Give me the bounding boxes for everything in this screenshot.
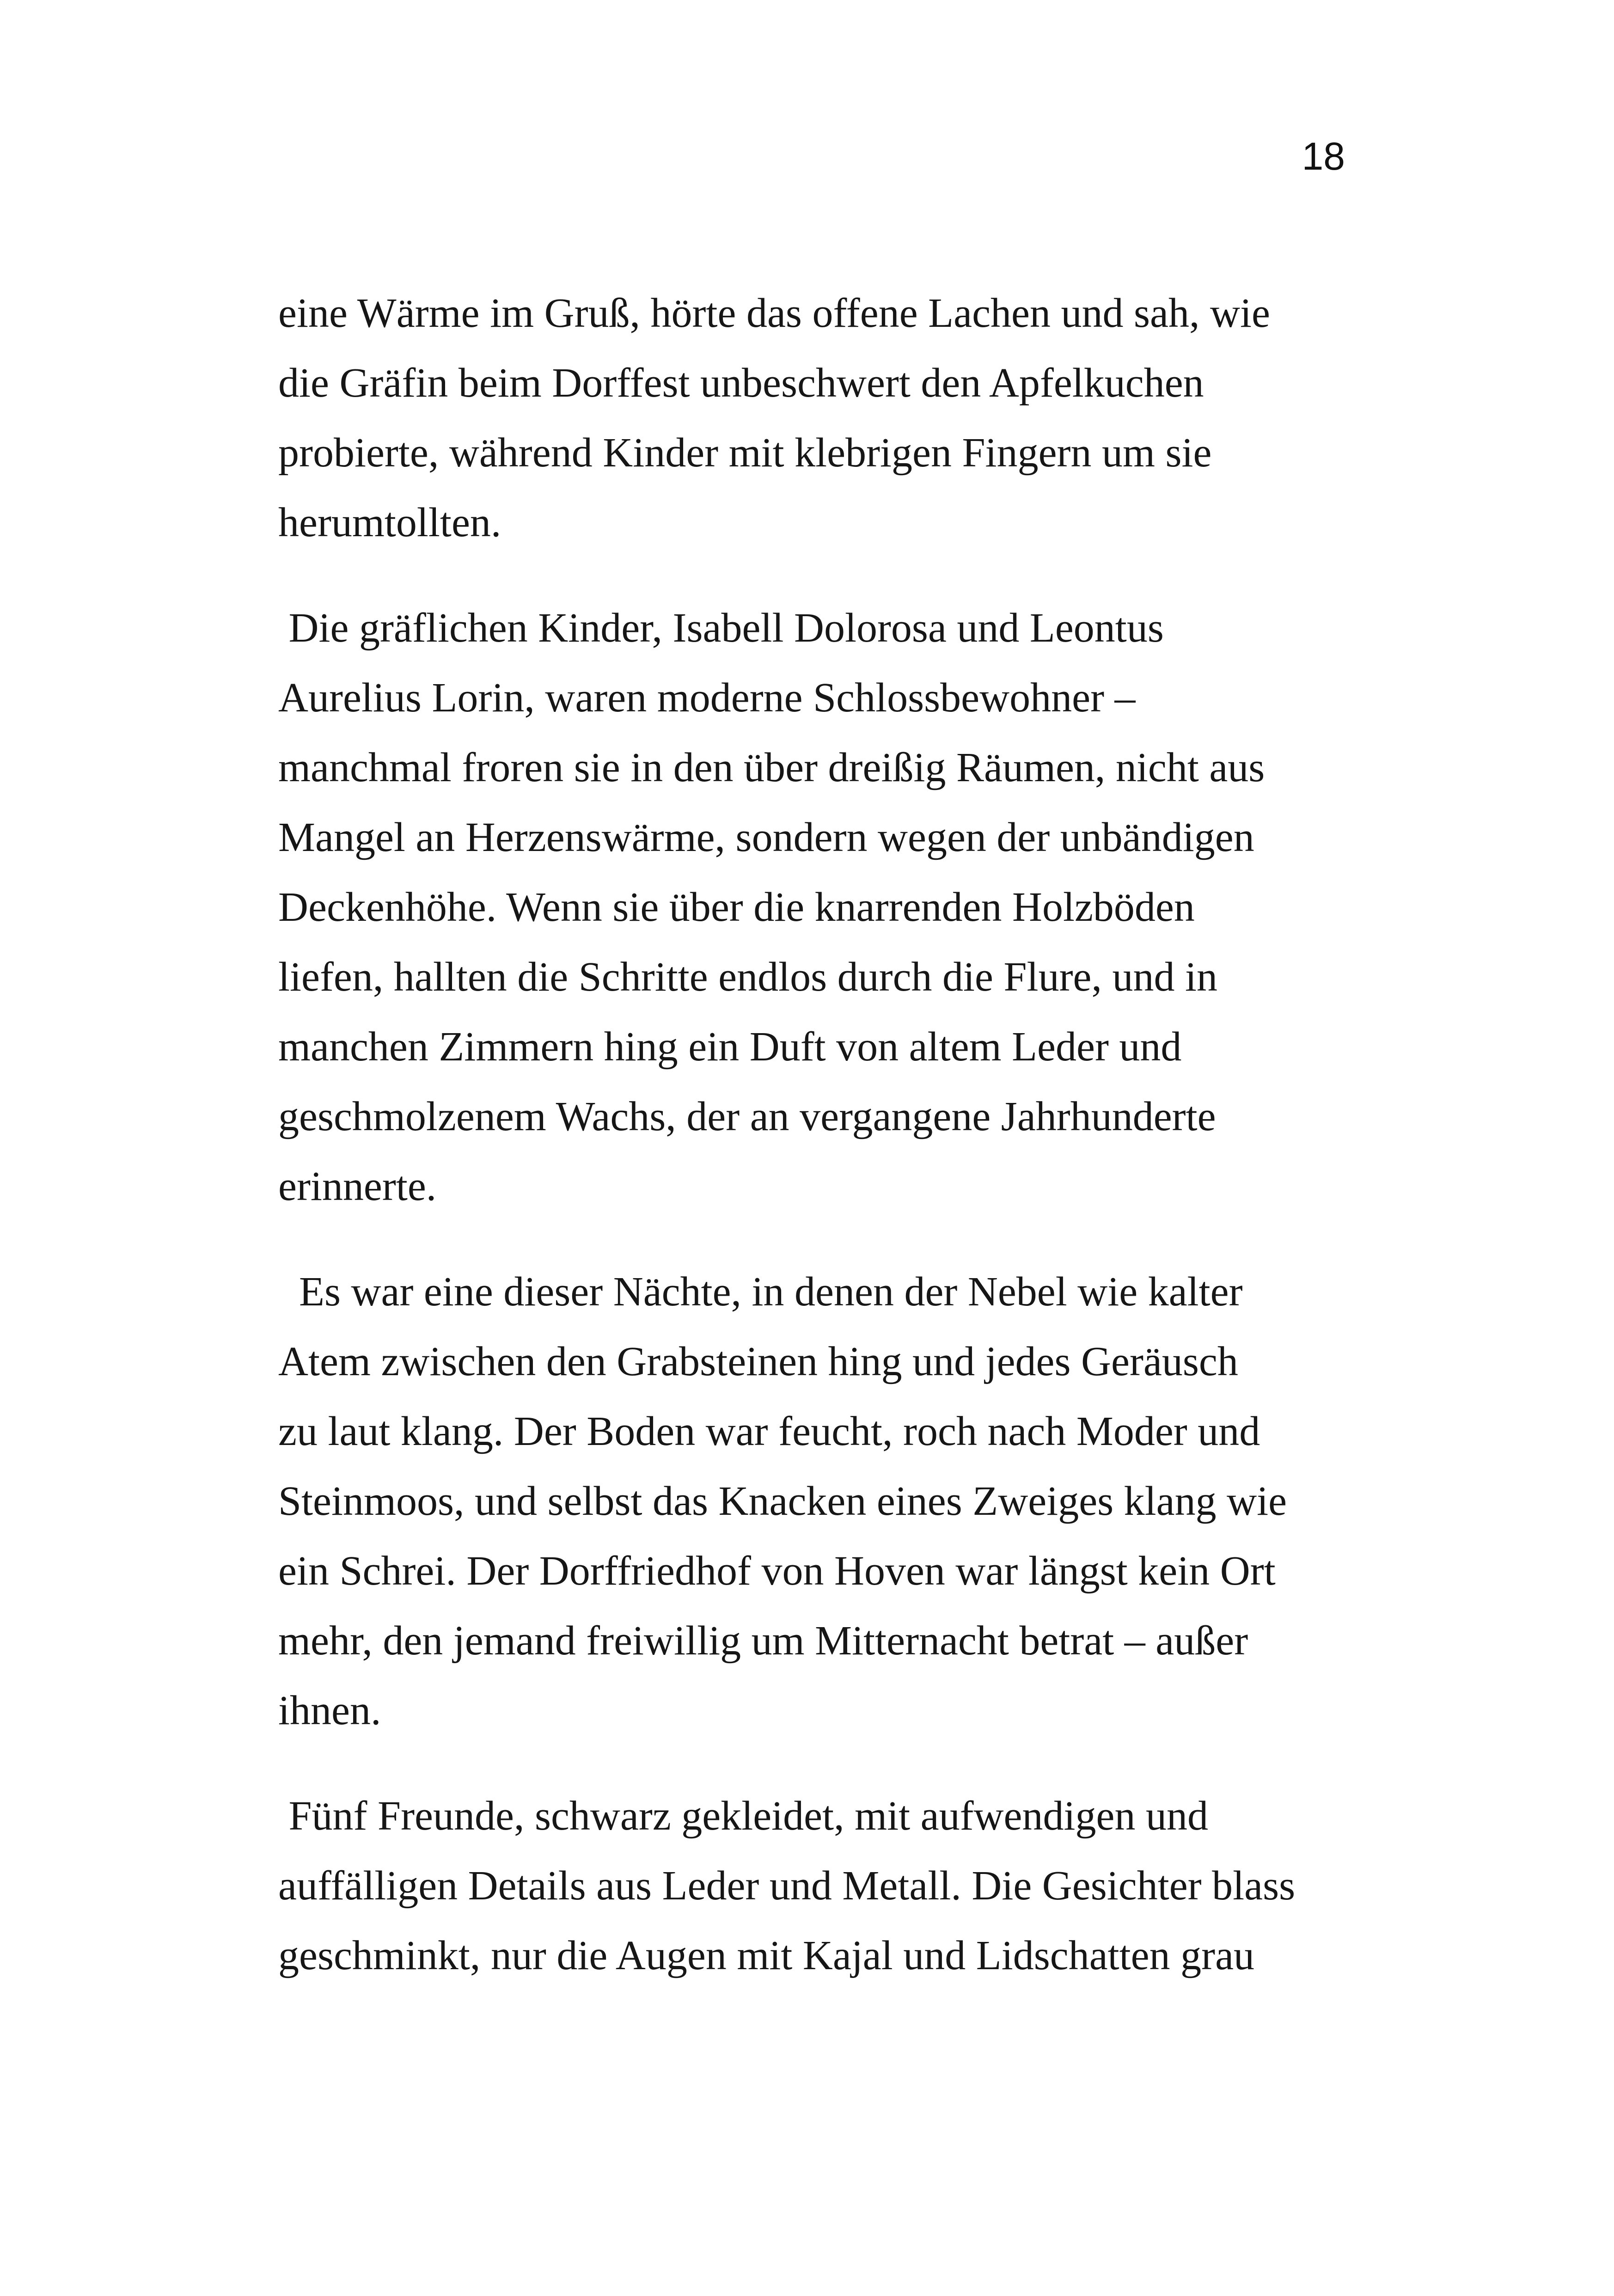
text-line: geschminkt, nur die Augen mit Kajal und Lidschatten grau <box>278 1933 1255 1978</box>
paragraph-1 <box>278 278 1351 557</box>
text-line: mehr, den jemand freiwillig um Mitternacht betrat – außer <box>278 1618 1248 1664</box>
text-line: geschmolzenem Wachs, der an vergangene Jahrhunderte <box>278 1094 1216 1139</box>
paragraph-2 <box>278 593 1351 1221</box>
text-line: Deckenhöhe. Wenn sie über die knarrenden Holzböden <box>278 884 1195 930</box>
text-line: die Gräfin beim Dorffest unbeschwert den Apfelkuchen <box>278 360 1204 406</box>
text-line: manchmal froren sie in den über dreißig Räumen, nicht aus <box>278 745 1265 790</box>
text-line: erinnerte. <box>278 1163 437 1209</box>
text-line: ein Schrei. Der Dorffriedhof von Hoven war längst kein Ort <box>278 1548 1276 1594</box>
text-line: Mangel an Herzenswärme, sondern wegen der unbändigen <box>278 814 1254 860</box>
paragraph-3 <box>278 1257 1351 1745</box>
text-line: Steinmoos, und selbst das Knacken eines Zweiges klang wie <box>278 1478 1287 1524</box>
text-line: ihnen. <box>278 1688 381 1733</box>
text-line: Atem zwischen den Grabsteinen hing und jedes Geräusch <box>278 1339 1238 1384</box>
body-text <box>278 278 1351 1990</box>
text-line: Aurelius Lorin, waren moderne Schlossbewohner – <box>278 675 1136 721</box>
text-line: liefen, hallten die Schritte endlos durch die Flure, und in <box>278 954 1217 1000</box>
text-line: manchen Zimmern hing ein Duft von altem Leder und <box>278 1024 1182 1070</box>
text-line: Die gräflichen Kinder, Isabell Dolorosa und Leontus <box>278 605 1164 651</box>
text-line: eine Wärme im Gruß, hörte das offene Lachen und sah, wie <box>278 290 1270 336</box>
text-line: Es war eine dieser Nächte, in denen der Nebel wie kalter <box>278 1269 1243 1315</box>
text-line: herumtollten. <box>278 500 501 545</box>
page-number: 18 <box>1302 135 1345 178</box>
paragraph-4 <box>278 1781 1351 1990</box>
text-line: zu laut klang. Der Boden war feucht, roch nach Moder und <box>278 1408 1260 1454</box>
text-line: probierte, während Kinder mit klebrigen Fingern um sie <box>278 430 1212 476</box>
text-line: auffälligen Details aus Leder und Metall. Die Gesichter blass <box>278 1863 1296 1909</box>
text-line: Fünf Freunde, schwarz gekleidet, mit aufwendigen und <box>278 1793 1208 1839</box>
